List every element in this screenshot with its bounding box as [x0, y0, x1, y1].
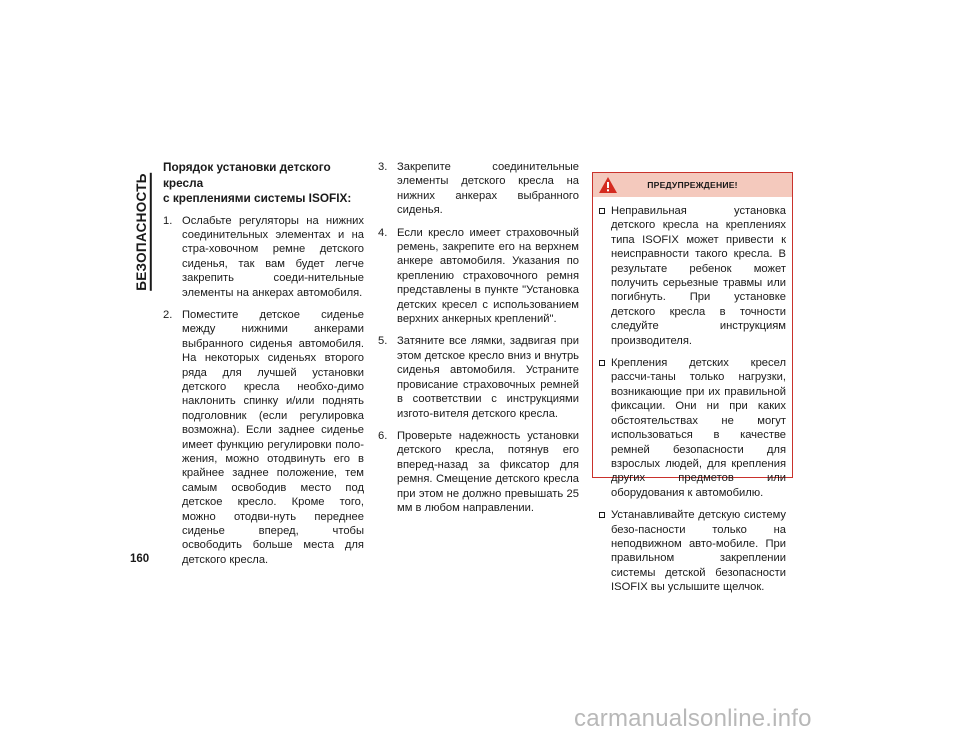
step-text: Поместите детское сиденье между нижними анкерами выбранного сиденья автомобиля. На некоторых сиденьях второго ряда для лучшей установки детского кресла необхо-димо наклонить спинку и/или поднять подголовник (если регулировка возможна). Если заднее сиденье имеет функцию регулировки поло-жения, можно отодвинуть его в крайнее заднее положение, тем самым освободив место под детское кресло. Кроме того, можно отодви-нуть переднее сиденье вперед, чтобы освободить больше места для детского кресла.: [182, 308, 364, 566]
step-text: Ослабьте регуляторы на нижних соединительных элементах и на стра-ховочном ремне детского сиденья, так вам будет легче закрепить соеди-нительные элементы на анкерах автомобиля.: [182, 214, 364, 299]
warning-item: [599, 356, 786, 500]
warning-item-text: Неправильная установка детского кресла на креплениях типа ISOFIX может привести к неисправности такого кресла. В результате ребенок может получить серьезные травмы или погибнуть. При установке детского кресла в точности следуйте инструкциям производителя.: [611, 205, 786, 347]
warning-item: [599, 508, 786, 594]
section-side-label: [131, 168, 155, 296]
step-item: [378, 226, 579, 327]
step-text: Затяните все лямки, задвигая при этом детское кресло вниз и внутрь сиденья автомобиля. Устраните провисание страховочных ремней в соответствии с инструкциями изгото-вителя детского кресла.: [397, 335, 579, 420]
warning-item: [599, 204, 786, 348]
step-item: [163, 308, 364, 567]
section-heading-line2: с креплениями системы ISOFIX:: [163, 191, 352, 205]
section-heading-line1: Порядок установки детского кресла: [163, 160, 331, 190]
step-text: Закрепите соединительные элементы детского кресла на нижних анкерах выбранного сиденья.: [397, 161, 579, 217]
middle-column: [378, 160, 579, 523]
step-number: 5.: [378, 335, 388, 348]
left-column: [163, 160, 364, 575]
step-number: 4.: [378, 226, 388, 239]
checkbox-bullet-icon: [599, 360, 605, 366]
step-text: Проверьте надежность установки детского кресла, потянув его вперед-назад за фиксатор для ремня. Смещение детского кресла при этом не должно превышать 25 мм в любом направлении.: [397, 429, 579, 514]
step-number: 3.: [378, 161, 388, 173]
checkbox-bullet-icon: [599, 512, 605, 518]
step-item: [378, 429, 579, 515]
step-item: [378, 334, 579, 420]
step-text: Если кресло имеет страховочный ремень, закрепите его на верхнем анкере автомобиля. Указания по креплению страховочного ремня представлены в пункте "Установка детских кресел с использованием верхних анкерных креплений".: [397, 226, 579, 326]
warning-item-text: Крепления детских кресел рассчи-таны только нагрузки, возникающие при их правильной фиксации. Они ни при каких обстоятельствах не могут использоваться в качестве ремней безопасности для взрослых людей, для крепления других предметов или оборудования к автомобилю.: [611, 357, 786, 499]
warning-header: [593, 173, 792, 197]
checkbox-bullet-icon: [599, 208, 605, 214]
step-item: [163, 214, 364, 300]
step-number: 2.: [163, 308, 173, 321]
warning-title: ПРЕДУПРЕЖДЕНИЕ!: [647, 180, 738, 190]
watermark-link[interactable]: carmanualsonline.info: [574, 705, 812, 732]
step-number: 6.: [378, 429, 388, 442]
warning-item-text: Устанавливайте детскую систему безо-пасности только на неподвижном авто-мобиле. При правильном закреплении системы детской безопасности ISOFIX вы услышите щелчок.: [611, 509, 786, 594]
step-number: 1.: [163, 214, 173, 227]
warning-triangle-icon: [598, 176, 618, 194]
warning-box: [592, 172, 793, 594]
section-side-label-text: БЕЗОПАСНОСТЬ: [134, 173, 152, 291]
step-item: [378, 160, 579, 218]
section-heading: [163, 160, 364, 207]
warning-body: [593, 197, 792, 595]
page-number: 160: [130, 553, 150, 565]
